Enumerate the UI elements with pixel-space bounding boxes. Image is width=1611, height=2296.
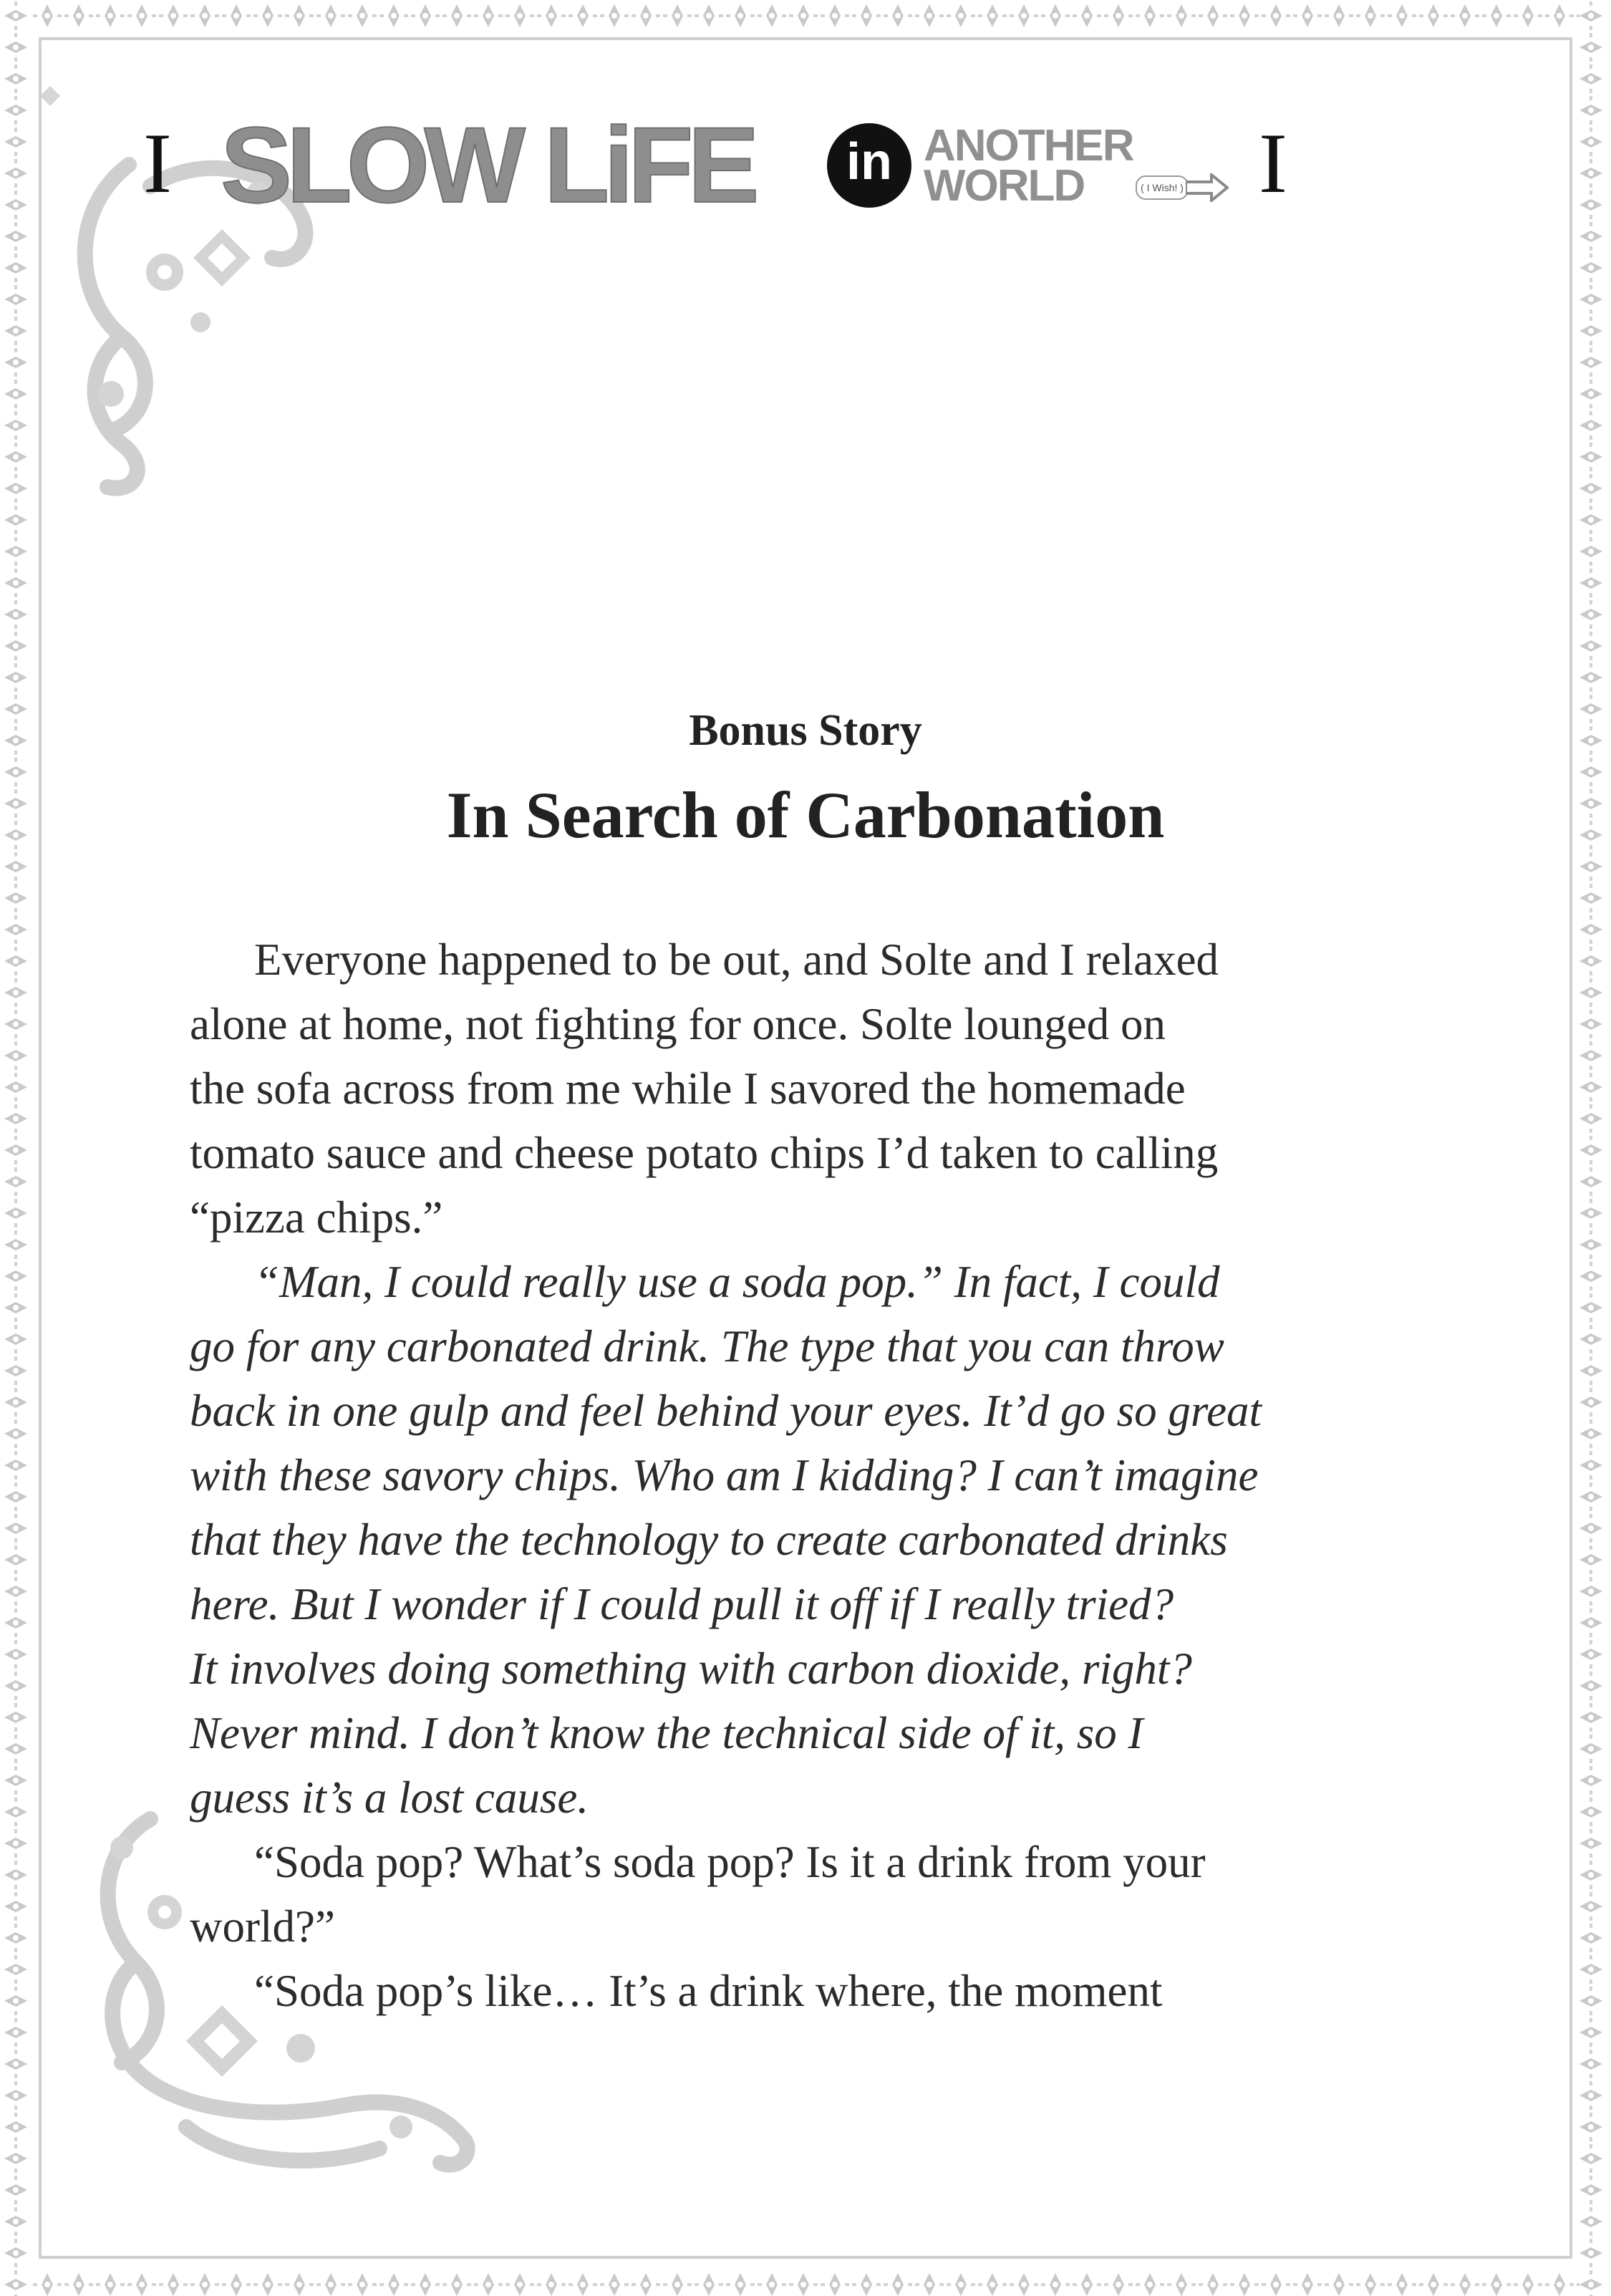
text-line: with these savory chips. Who am I kidding? I can’t imagine <box>190 1450 1259 1500</box>
text-line: Everyone happened to be out, and Solte and I relaxed <box>254 935 1219 985</box>
text-line: “Soda pop’s like… It’s a drink where, the moment <box>254 1966 1163 2016</box>
text-line: go for any carbonated drink. The type that you can throw <box>190 1321 1224 1371</box>
logo-another-text: ANOTHER <box>924 121 1133 170</box>
text-line: tomato sauce and cheese potato chips I’d taken to calling <box>190 1128 1219 1178</box>
text-line: world?” <box>190 1901 335 1952</box>
story-body <box>190 927 1450 2023</box>
logo-tagline: ( I Wish! ) <box>1136 175 1189 200</box>
text-line: “Soda pop? What’s soda pop? Is it a drink from your <box>254 1837 1206 1887</box>
text-line: Never mind. I don’t know the technical side of it, so I <box>190 1708 1143 1758</box>
logo-title-text: SLOW LiFE <box>221 105 754 225</box>
logo-bracket-left: I <box>143 115 172 211</box>
text-line: “pizza chips.” <box>190 1192 443 1243</box>
logo-in-badge: in <box>827 123 911 208</box>
text-line: alone at home, not fighting for once. Solte lounged on <box>190 999 1166 1049</box>
text-line: “Man, I could really use a soda pop.” In fact, I could <box>254 1257 1220 1307</box>
paragraph-4 <box>190 1959 1450 2023</box>
series-logo <box>143 105 1289 225</box>
chapter-title: In Search of Carbonation <box>446 778 1165 852</box>
paragraph-2 <box>190 1250 1450 1830</box>
paragraph-3 <box>190 1830 1450 1959</box>
text-line: that they have the technology to create carbonated drinks <box>190 1515 1228 1565</box>
text-line: back in one gulp and feel behind your eyes. It’d go so great <box>190 1386 1262 1436</box>
logo-world-text: WORLD <box>924 161 1085 211</box>
chapter-label: Bonus Story <box>689 706 922 755</box>
text-line: the sofa across from me while I savored the homemade <box>190 1063 1186 1114</box>
logo-bracket-right: I <box>1259 115 1287 211</box>
text-line: guess it’s a lost cause. <box>190 1772 589 1823</box>
text-line: It involves doing something with carbon dioxide, right? <box>190 1644 1192 1694</box>
logo-arrow-icon <box>1186 173 1229 202</box>
text-line: here. But I wonder if I could pull it off if I really tried? <box>190 1579 1174 1629</box>
paragraph-1 <box>190 927 1450 1250</box>
